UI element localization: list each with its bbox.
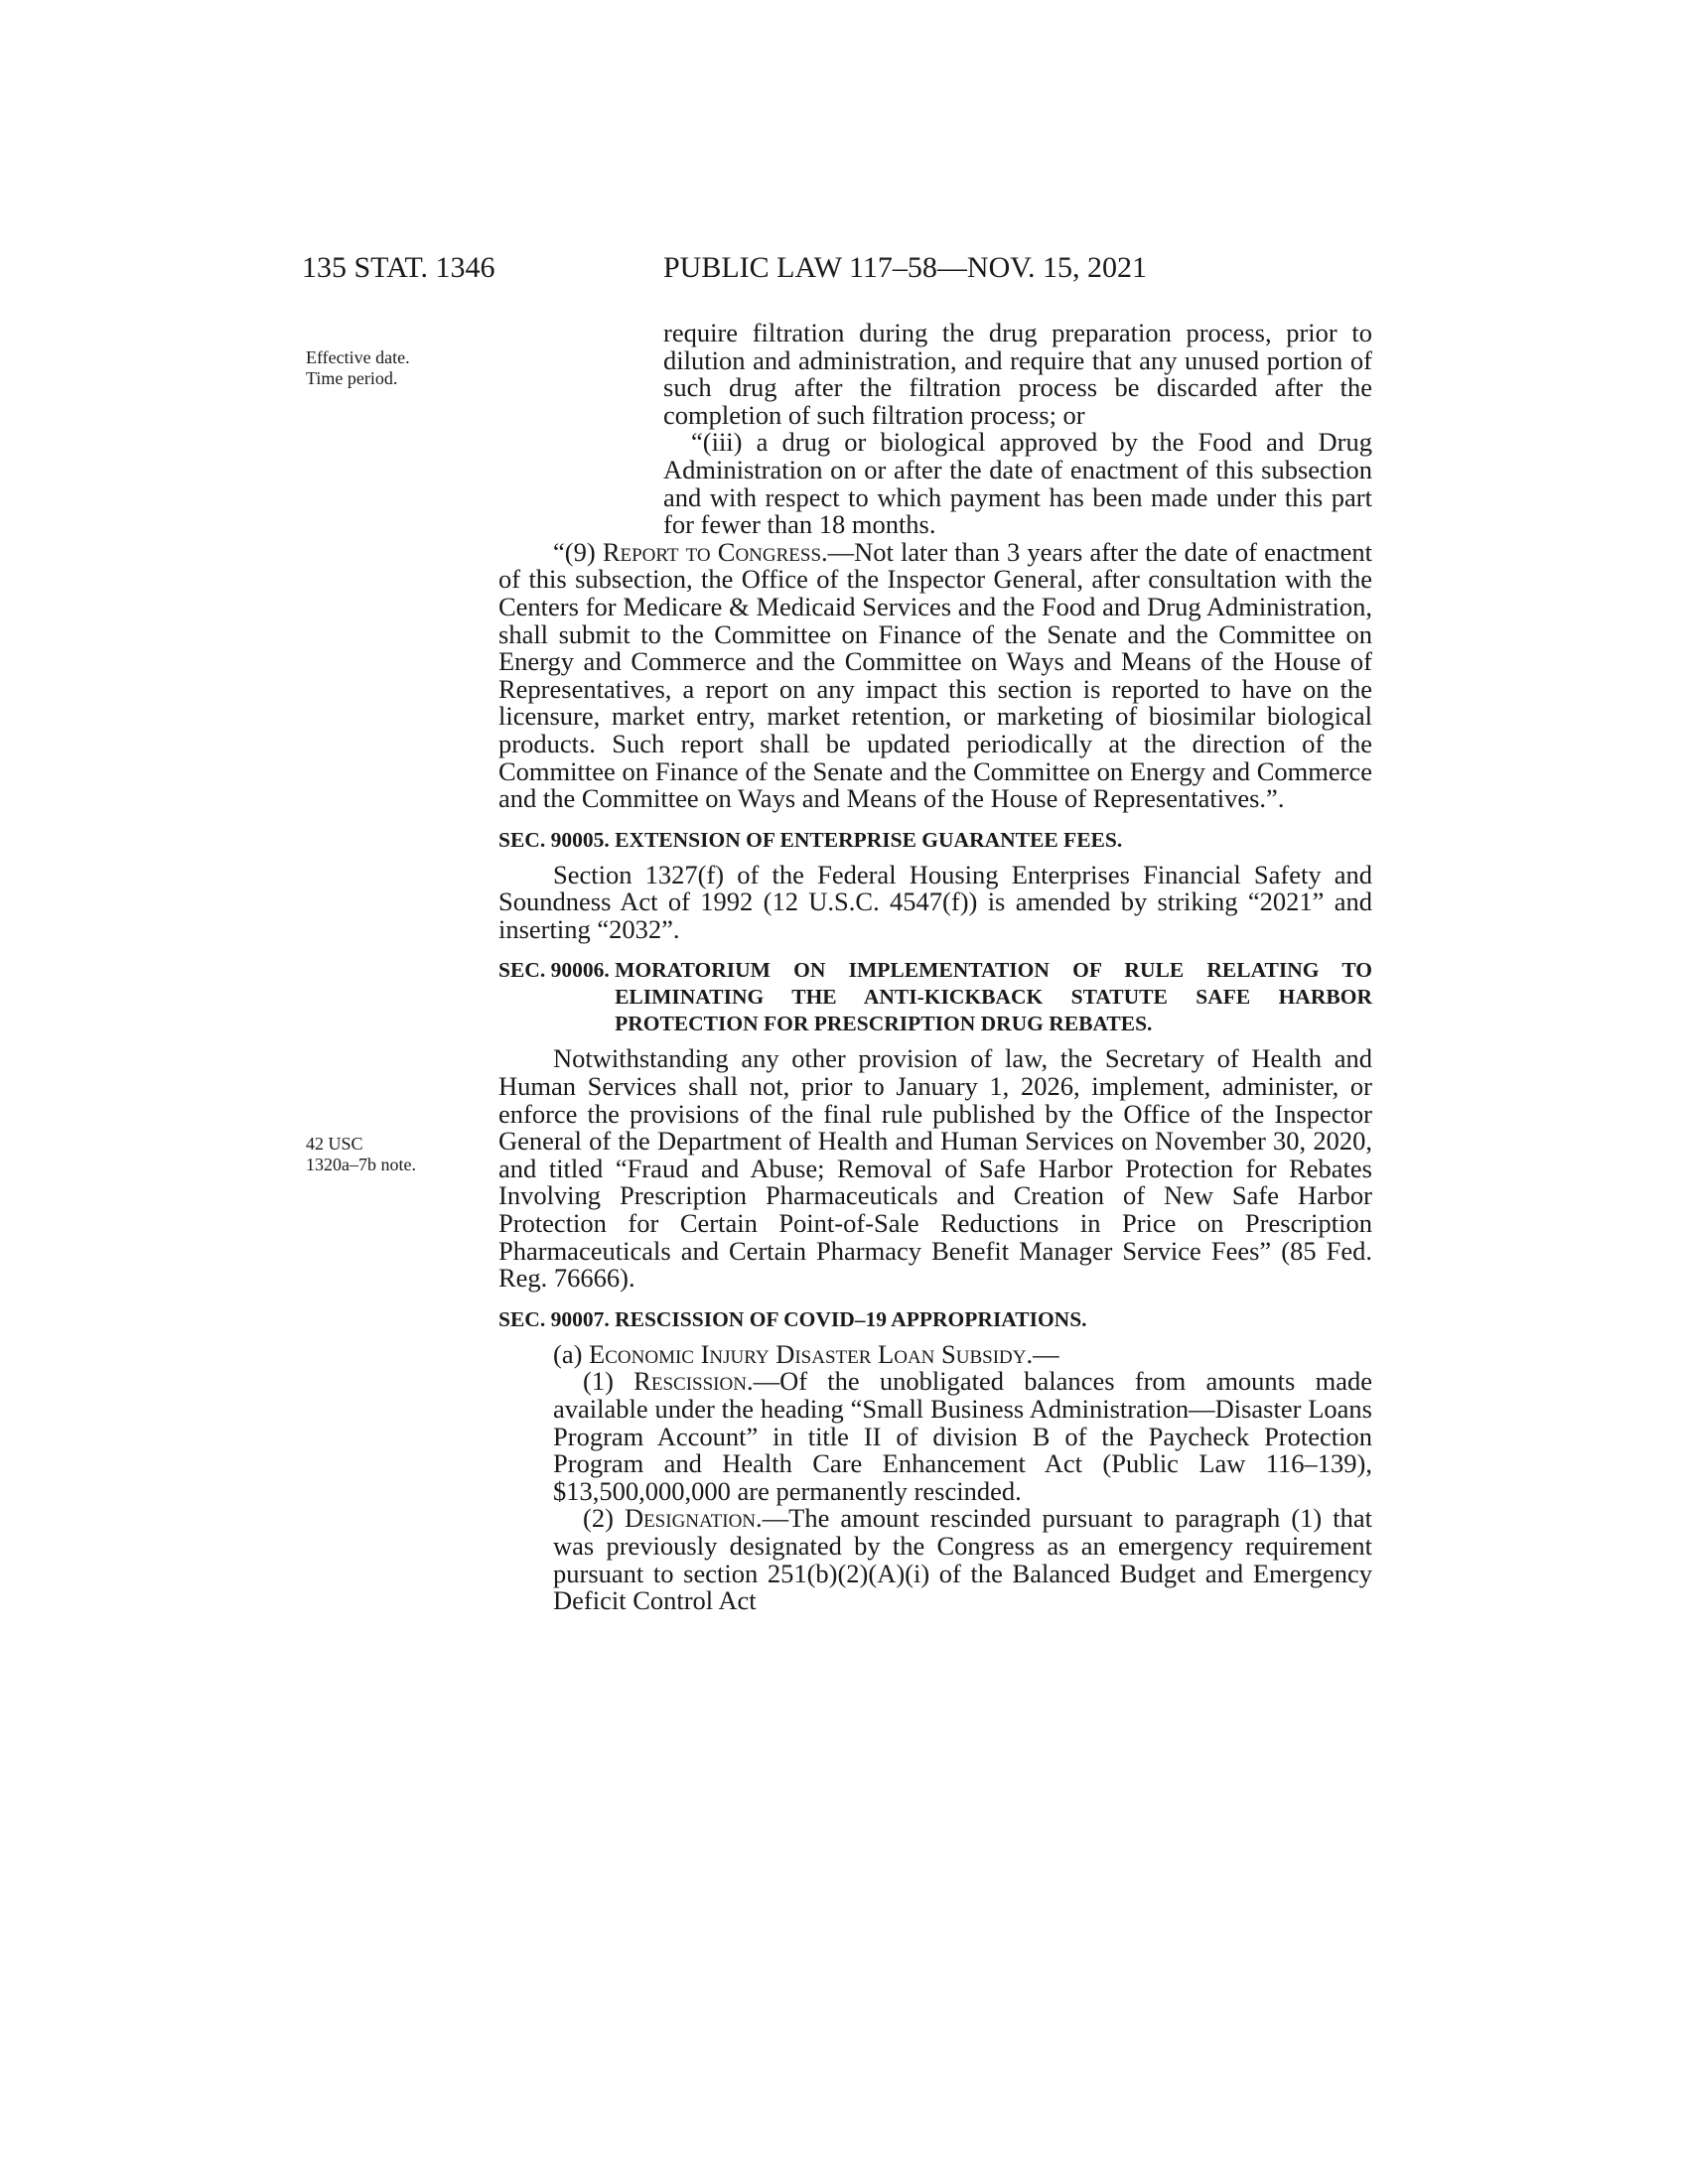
paragraph-lead: (1) xyxy=(583,1366,614,1397)
page-header xyxy=(0,251,1688,291)
paragraph-heading: Report to Congress xyxy=(602,536,822,567)
paragraph-designation xyxy=(498,1505,1372,1614)
paragraph-lead: “(9) xyxy=(553,536,596,567)
paragraph-text: .—Not later than 3 years after the date of enactment of this subsection, the Office of the Inspector General, after consultation with the Centers for Medicare & Medicaid Services and the Food and Drug Administration, shall submit to the Committee on Finance of the Senate and the Committee on Energy and Commerce and the Committee on Ways and Means of the House of Representatives, a report on any impact this section is reported to have on the licensure, market entry, market retention, or marketing of biosimilar biological products. Such report shall be updated periodically at the direction of the Committee on Finance of the Senate and the Committee on Energy and Commerce and the Committee on Ways and Means of the House of Representatives.”. xyxy=(498,536,1372,814)
subsection-lead: (a) xyxy=(553,1338,583,1369)
subsection-tail: .— xyxy=(1026,1338,1059,1369)
stat-page-number: 135 STAT. 1346 xyxy=(302,251,495,284)
section-number: SEC. 90006. xyxy=(498,958,616,983)
paragraph-text: .—The amount rescinded pursuant to paragraph (1) that was previously designated by the Congress as an emergency requirement pursuant to section 251(b)(2)(A)(i) of the Balanced Budget and Emergency Deficit Control Act xyxy=(553,1503,1373,1616)
margin-note-effective-date xyxy=(306,347,410,389)
section-title: MORATORIUM ON IMPLEMENTATION OF RULE RELATING TO ELIMINATING THE ANTI-KICKBACK STATUTE SAFE HARBOR PROTECTION FOR PRESCRIPTION DRUG REBATES. xyxy=(615,958,1372,1036)
margin-note-line: 1320a–7b note. xyxy=(306,1155,416,1174)
document-body xyxy=(498,320,1372,1615)
section-text-90005: Section 1327(f) of the Federal Housing Enterprises Financial Safety and Soundness Act of 1992 (12 U.S.C. 4547(f)) is amended by striking “2021” and inserting “2032”. xyxy=(498,859,1372,944)
running-head: PUBLIC LAW 117–58—NOV. 15, 2021 xyxy=(663,251,1148,284)
paragraph-clause-iii: “(iii) a drug or biological approved by the Food and Drug Administration on or after the date of enactment of this subsection and with respect to which payment has been made under this part for fewer than 18 months. xyxy=(663,427,1372,540)
section-heading-90006 xyxy=(498,957,1372,1037)
paragraph-report-to-congress xyxy=(498,536,1372,814)
margin-note-line: Effective date. xyxy=(306,347,410,367)
paragraph-lead: (2) xyxy=(583,1503,614,1534)
margin-note-line: 42 USC xyxy=(306,1134,363,1154)
margin-note-usc xyxy=(306,1134,416,1175)
paragraph-rescission xyxy=(498,1368,1372,1505)
section-heading-90005: SEC. 90005. EXTENSION OF ENTERPRISE GUARANTEE FEES. xyxy=(498,827,1123,852)
section-text-90006: Notwithstanding any other provision of law, the Secretary of Health and Human Services shall not, prior to January 1, 2026, implement, administer, or enforce the provisions of the final rule published by the Office of the Inspector General of the Department of Health and Human Services on November 30, 2020, and titled “Fraud and Abuse; Removal of Safe Harbor Protection for Rebates Involving Prescription Pharmaceuticals and Creation of New Safe Harbor Protection for Certain Point-of-Sale Reductions in Price on Prescription Pharmaceuticals and Certain Pharmacy Benefit Manager Service Fees” (85 Fed. Reg. 76666). xyxy=(498,1043,1372,1294)
margin-note-line: Time period. xyxy=(306,368,398,388)
subsection-a-heading xyxy=(498,1338,1372,1369)
section-heading-90007: SEC. 90007. RESCISSION OF COVID–19 APPROPRIATIONS. xyxy=(498,1306,1087,1331)
paragraph-heading: Designation xyxy=(624,1503,757,1534)
paragraph-heading: Rescission xyxy=(633,1366,747,1397)
subsection-heading: Economic Injury Disaster Loan Subsidy xyxy=(589,1338,1027,1369)
paragraph-filtration: require filtration during the drug preparation process, prior to dilution and administration, and require that any unused portion of such drug after the filtration process be discarded after the completion of such filtration process; or xyxy=(663,318,1372,430)
paragraph-text: .—Of the unobligated balances from amounts made available under the heading “Small Business Administration—Disaster Loans Program Account” in title II of division B of the Paycheck Protection Program and Health Care Enhancement Act (Public Law 116–139), $13,500,000,000 are permanently rescinded. xyxy=(553,1366,1372,1506)
